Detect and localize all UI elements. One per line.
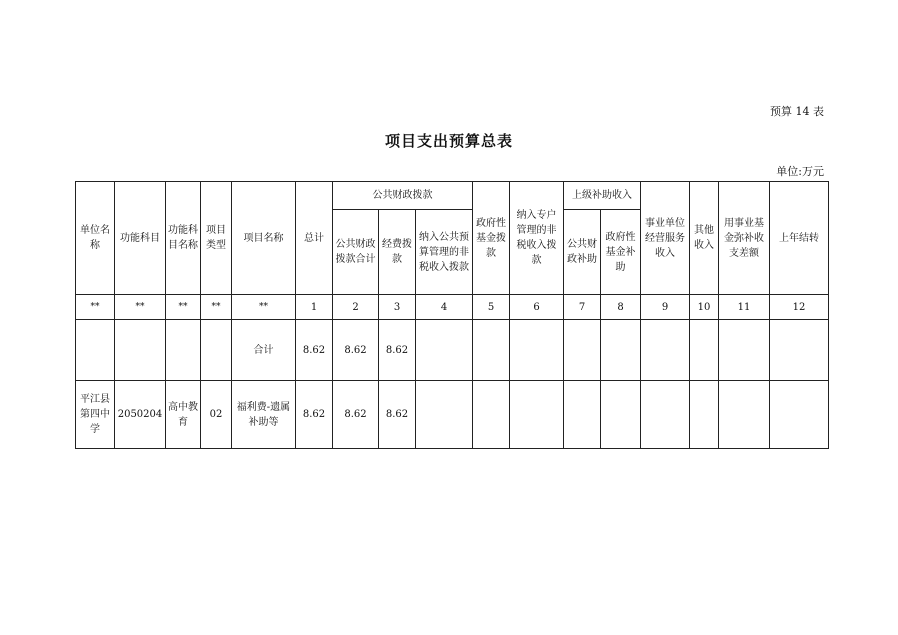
index-cell: **	[115, 295, 166, 320]
index-cell: 5	[473, 295, 510, 320]
index-cell: 7	[564, 295, 601, 320]
col-public-finance: 公共财政拨款	[333, 182, 473, 210]
row-total: 8.62	[296, 381, 333, 449]
row-func-subject-name: 高中教育	[166, 381, 201, 449]
unit-label: 单位:万元	[776, 165, 824, 178]
empty-cell	[690, 320, 719, 381]
total-operating: 8.62	[379, 320, 416, 381]
header-row-1	[76, 182, 829, 210]
index-cell: **	[76, 295, 115, 320]
col-other-income: 其他收入	[690, 182, 719, 295]
col-gov-fund-subsidy: 政府性基金补助	[601, 210, 641, 295]
col-gov-fund: 政府性基金拨款	[473, 182, 510, 295]
index-cell: 12	[770, 295, 829, 320]
col-special-nontax: 纳入专户管理的非税收入拨款	[510, 182, 564, 295]
row-unit-name: 平江县第四中学	[76, 381, 115, 449]
total-value: 8.62	[296, 320, 333, 381]
index-cell: 11	[719, 295, 770, 320]
total-public-finance-sum: 8.62	[333, 320, 379, 381]
empty-cell	[115, 320, 166, 381]
empty-cell	[416, 381, 473, 449]
empty-cell	[601, 320, 641, 381]
col-func-subject: 功能科目	[115, 182, 166, 295]
empty-cell	[719, 320, 770, 381]
empty-cell	[416, 320, 473, 381]
row-project-type: 02	[201, 381, 232, 449]
col-operating: 经费拨款	[379, 210, 416, 295]
total-label: 合计	[232, 320, 296, 381]
index-cell: **	[232, 295, 296, 320]
empty-cell	[601, 381, 641, 449]
budget-table	[75, 181, 829, 449]
col-superior-subsidy: 上级补助收入	[564, 182, 641, 210]
col-public-finance-subsidy: 公共财政补助	[564, 210, 601, 295]
col-unit-name: 单位名称	[76, 182, 115, 295]
col-project-name: 项目名称	[232, 182, 296, 295]
empty-cell	[564, 320, 601, 381]
empty-cell	[641, 320, 690, 381]
col-carryover: 上年结转	[770, 182, 829, 295]
index-cell: **	[201, 295, 232, 320]
row-project-name: 福利费-遗属补助等	[232, 381, 296, 449]
empty-cell	[564, 381, 601, 449]
index-cell: 1	[296, 295, 333, 320]
row-func-subject: 2050204	[115, 381, 166, 449]
empty-cell	[510, 320, 564, 381]
empty-cell	[770, 320, 829, 381]
index-cell: 2	[333, 295, 379, 320]
total-row	[76, 320, 829, 381]
index-cell: 6	[510, 295, 564, 320]
page-title: 项目支出预算总表	[384, 132, 513, 150]
index-row	[76, 295, 829, 320]
col-func-subject-name: 功能科目名称	[166, 182, 201, 295]
col-fund-cover: 用事业基金弥补收支差额	[719, 182, 770, 295]
col-project-type: 项目类型	[201, 182, 232, 295]
index-cell: 9	[641, 295, 690, 320]
table-row	[76, 381, 829, 449]
empty-cell	[473, 320, 510, 381]
index-cell: 10	[690, 295, 719, 320]
empty-cell	[719, 381, 770, 449]
col-nontax: 纳入公共预算管理的非税收入拨款	[416, 210, 473, 295]
empty-cell	[76, 320, 115, 381]
index-cell: 3	[379, 295, 416, 320]
empty-cell	[641, 381, 690, 449]
index-cell: 4	[416, 295, 473, 320]
form-number: 预算 14 表	[770, 105, 824, 118]
empty-cell	[510, 381, 564, 449]
col-total: 总计	[296, 182, 333, 295]
row-public-finance-sum: 8.62	[333, 381, 379, 449]
empty-cell	[690, 381, 719, 449]
index-cell: 8	[601, 295, 641, 320]
index-cell: **	[166, 295, 201, 320]
empty-cell	[473, 381, 510, 449]
empty-cell	[770, 381, 829, 449]
empty-cell	[201, 320, 232, 381]
col-public-finance-sum: 公共财政拨款合计	[333, 210, 379, 295]
col-business-income: 事业单位经营服务收入	[641, 182, 690, 295]
empty-cell	[166, 320, 201, 381]
row-operating: 8.62	[379, 381, 416, 449]
